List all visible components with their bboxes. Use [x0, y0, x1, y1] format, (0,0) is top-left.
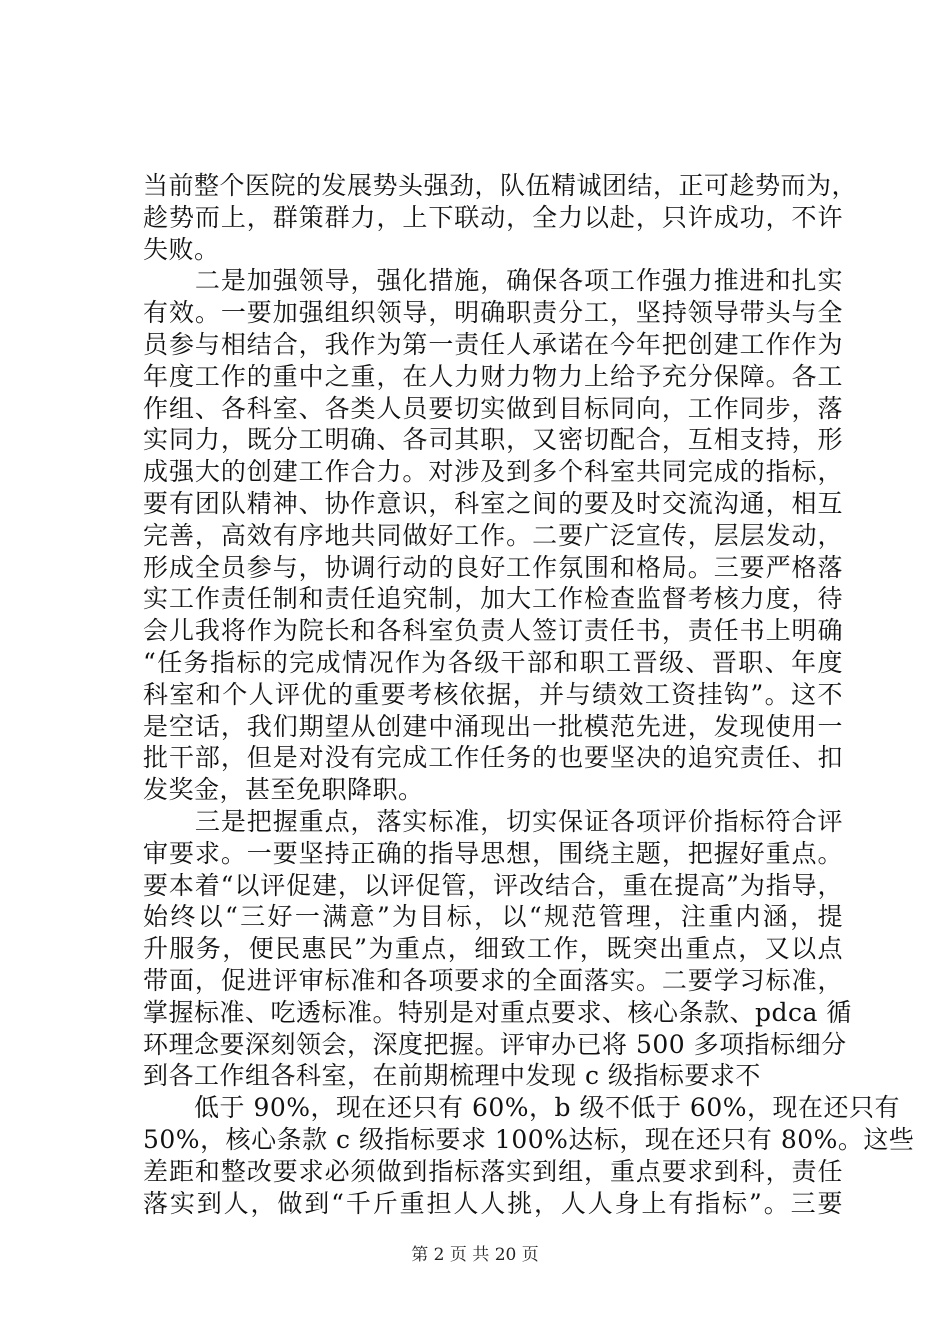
- text-line: “任务指标的完成情况作为各级干部和职工晋级、晋职、年度: [143, 647, 843, 677]
- text-line: 年度工作的重中之重，在人力财力物力上给予充分保障。各工: [143, 361, 843, 391]
- text-line: 失败。: [143, 234, 220, 264]
- text-line: 实工作责任制和责任追究制，加大工作检查监督考核力度，待: [143, 584, 843, 614]
- text-line: 三是把握重点，落实标准，切实保证各项评价指标符合评: [143, 806, 843, 836]
- text-line: 要有团队精神、协作意识，科室之间的要及时交流沟通，相互: [143, 488, 843, 518]
- text-line: 要本着“以评促建，以评促管，评改结合，重在提高”为指导，: [143, 870, 843, 900]
- text-line: 会儿我将作为院长和各科室负责人签订责任书，责任书上明确: [143, 616, 843, 646]
- text-line: 成强大的创建工作合力。对涉及到多个科室共同完成的指标，: [143, 457, 843, 487]
- text-line: 审要求。一要坚持正确的指导思想，围绕主题，把握好重点。: [143, 838, 843, 868]
- text-line: 当前整个医院的发展势头强劲，队伍精诚团结，正可趁势而为，: [143, 171, 858, 200]
- text-line: 带面，促进评审标准和各项要求的全面落实。二要学习标准，: [143, 965, 843, 995]
- text-line: 员参与相结合，我作为第一责任人承诺在今年把创建工作作为: [143, 329, 843, 359]
- text-line: 50%，核心条款 c 级指标要求 100%达标，现在还只有 80%。这些: [143, 1124, 915, 1154]
- text-line: 是空话，我们期望从创建中涌现出一批模范先进，发现使用一: [143, 711, 843, 741]
- text-line: 实同力，既分工明确、各司其职，又密切配合，互相支持，形: [143, 425, 843, 455]
- text-line: 完善，高效有序地共同做好工作。二要广泛宣传，层层发动，: [143, 520, 843, 550]
- text-line: 有效。一要加强组织领导，明确职责分工，坚持领导带头与全: [143, 298, 843, 328]
- page-footer: 第 2 页 共 20 页: [411, 1245, 539, 1265]
- text-line: 低于 90%，现在还只有 60%，b 级不低于 60%，现在还只有: [143, 1093, 900, 1123]
- text-line: 科室和个人评优的重要考核依据，并与绩效工资挂钩”。这不: [143, 679, 843, 709]
- text-line: 差距和整改要求必须做到指标落实到组，重点要求到科，责任: [143, 1156, 843, 1186]
- text-line: 二是加强领导，强化措施，确保各项工作强力推进和扎实: [143, 266, 843, 296]
- text-line: 落实到人，做到“千斤重担人人挑，人人身上有指标”。三要: [143, 1188, 843, 1218]
- body-text: [143, 170, 915, 1219]
- text-line: 环理念要深刻领会，深度把握。评审办已将 500 多项指标细分: [143, 1029, 847, 1059]
- text-line: 到各工作组各科室，在前期梳理中发现 c 级指标要求不: [143, 1061, 761, 1091]
- text-line: 升服务，便民惠民”为重点，细致工作，既突出重点，又以点: [143, 934, 843, 964]
- text-line: 始终以“三好一满意”为目标，以“规范管理，注重内涵，提: [143, 902, 843, 932]
- text-line: 发奖金，甚至免职降职。: [143, 775, 424, 805]
- text-line: 趁势而上，群策群力，上下联动，全力以赴，只许成功，不许: [143, 202, 843, 232]
- text-line: 作组、各科室、各类人员要切实做到目标同向，工作同步，落: [143, 393, 843, 423]
- text-line: 批干部，但是对没有完成工作任务的也要坚决的追究责任、扣: [143, 743, 843, 773]
- text-line: 形成全员参与，协调行动的良好工作氛围和格局。三要严格落: [143, 552, 843, 582]
- text-line: 掌握标准、吃透标准。特别是对重点要求、核心条款、pdca 循: [143, 997, 852, 1027]
